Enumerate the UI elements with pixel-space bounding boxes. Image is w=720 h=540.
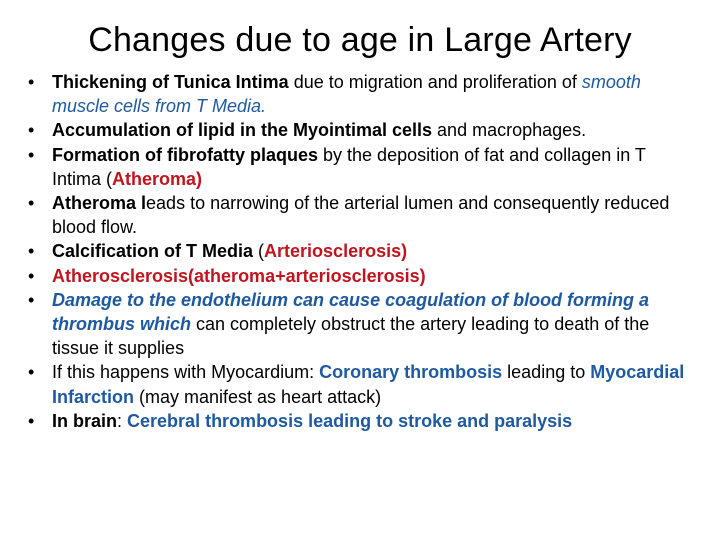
bullet-item <box>28 239 696 263</box>
bullet-item <box>28 118 696 142</box>
bullet-text-segment: Accumulation of lipid in the Myointimal cells <box>52 120 433 141</box>
bullet-point-icon: • <box>28 410 35 431</box>
bullet-text-segment: by the deposition of fat and collagen in T Intima ( <box>52 144 646 189</box>
bullet-text-segment: and macrophages. <box>432 120 587 141</box>
bullet-text-segment: Myocardial Infarction <box>52 362 685 407</box>
bullet-item <box>28 360 696 408</box>
bullet-text-segment: Formation of fibrofatty plaques <box>52 144 319 165</box>
bullet-point-icon: • <box>28 120 35 141</box>
bullet-item <box>28 191 696 239</box>
bullet-item <box>28 143 696 191</box>
bullet-text-segment: Cerebral thrombosis leading to stroke and paralysis <box>127 410 573 431</box>
bullet-text-segment: Coronary thrombosis <box>319 362 503 383</box>
bullet-point-icon: • <box>28 193 35 214</box>
bullet-text-segment: leading to <box>502 362 591 383</box>
bullet-list <box>28 70 696 433</box>
bullet-text-segment: Atheroma l <box>52 193 147 214</box>
bullet-text-segment: Atherosclerosis(atheroma+arteriosclerosis) <box>52 265 426 286</box>
bullet-item <box>28 70 696 118</box>
bullet-text-segment: smooth muscle cells from T Media. <box>52 72 641 117</box>
bullet-point-icon: • <box>28 72 35 92</box>
bullet-text-segment: due to migration and proliferation of <box>288 72 582 92</box>
bullet-point-icon: • <box>28 144 35 165</box>
bullet-text-segment: Thickening of Tunica Intima <box>52 72 289 92</box>
bullet-text-segment: ( <box>253 241 265 262</box>
bullet-text-segment: eads to narrowing of the arterial lumen and consequently reduced blood flow. <box>52 193 670 238</box>
bullet-text-segment: Calcification of T Media <box>52 241 254 262</box>
bullet-text-segment: can completely obstruct the artery leading to death of the tissue it supplies <box>52 314 650 359</box>
bullet-point-icon: • <box>28 289 35 310</box>
bullet-text-segment: Atheroma) <box>112 168 203 189</box>
bullet-text-segment: If this happens with Myocardium: <box>52 362 320 383</box>
bullet-text-segment: (may manifest as heart attack) <box>134 386 382 407</box>
bullet-item <box>28 264 696 288</box>
bullet-text-segment: In brain <box>52 410 118 431</box>
bullet-point-icon: • <box>28 362 35 383</box>
bullet-item <box>28 409 696 433</box>
bullet-text-segment: Arteriosclerosis) <box>264 241 408 262</box>
slide-title: Changes due to age in Large Artery <box>88 21 632 59</box>
bullet-text-segment: : <box>117 410 128 431</box>
bullet-item <box>28 288 696 361</box>
bullet-text-segment: Damage to the endothelium can cause coagulation of blood forming a thrombus which <box>52 289 650 335</box>
bullet-point-icon: • <box>28 265 35 286</box>
bullet-point-icon: • <box>28 241 35 262</box>
